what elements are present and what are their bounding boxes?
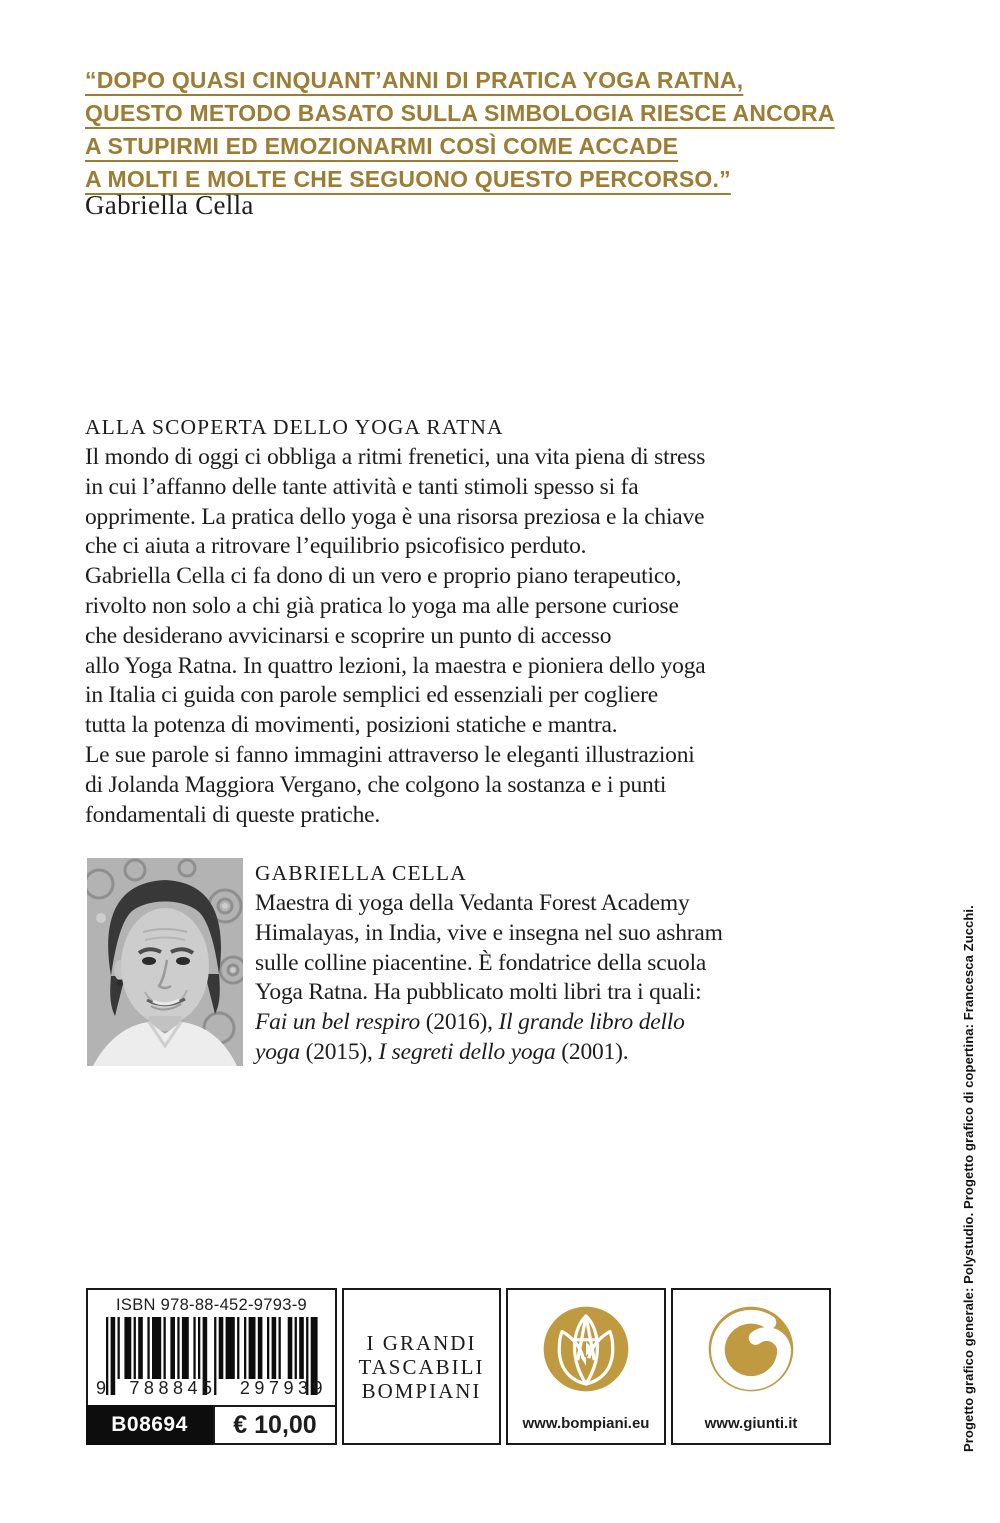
barcode-digit-group: 9 — [96, 1378, 107, 1398]
author-portrait-image — [87, 858, 243, 1066]
giunti-g-icon — [705, 1303, 797, 1395]
barcode-digit-group: 788845 — [129, 1378, 217, 1398]
design-credits-vertical: Progetto grafico generale: Polystudio. Progetto grafico di copertina: Francesca Zucchi. — [961, 905, 976, 1452]
edition-code: B08694 — [86, 1405, 213, 1445]
footer-strip — [86, 1288, 831, 1445]
isbn-label: ISBN 978-88-452-9793-9 — [116, 1296, 307, 1314]
text-line: Maestra di yoga della Vedanta Forest Academy — [255, 890, 690, 916]
quote-line: QUESTO METODO BASATO SULLA SIMBOLOGIA RIESCE ANCORA — [85, 100, 835, 126]
text-line: di Jolanda Maggiora Vergano, che colgono la sostanza e i punti — [85, 771, 667, 798]
text-line: in cui l’affanno delle tante attività e tanti stimoli spesso si fa — [85, 473, 639, 500]
description-block — [85, 412, 855, 830]
text-line: tutta la potenza di movimenti, posizioni statiche e mantra. — [85, 712, 618, 739]
text-line: yoga (2015), I segreti dello yoga (2001). — [255, 1038, 629, 1065]
author-bio — [255, 858, 845, 1068]
text-line: Il mondo di oggi ci obbliga a ritmi frenetici, una vita piena di stress — [85, 444, 706, 470]
text-line: Yoga Ratna. Ha pubblicato molti libri tra i quali: — [255, 979, 702, 1006]
author-bio-text — [255, 889, 845, 1068]
barcode-box — [86, 1288, 337, 1407]
price-row — [86, 1405, 337, 1445]
imprint-line: TASCABILI — [358, 1354, 485, 1379]
text-line: fondamentali di queste pratiche. — [85, 801, 381, 828]
author-photo — [87, 858, 243, 1066]
imprint-line: BOMPIANI — [361, 1378, 482, 1403]
description-paragraph — [85, 443, 855, 830]
giunti-url: www.giunti.it — [704, 1415, 798, 1432]
barcode-digit-group: 297939 — [239, 1378, 327, 1398]
giunti-logo-cell — [671, 1288, 831, 1445]
imprint-line: I GRANDI — [366, 1330, 477, 1355]
bompiani-lotus-icon — [540, 1303, 632, 1395]
text-line: Gabriella Cella ci fa dono di un vero e proprio piano terapeutico, — [85, 563, 682, 590]
text-line: che desiderano avvicinarsi e scoprire un punto di accesso — [85, 622, 612, 649]
imprint-label — [342, 1288, 501, 1445]
text-line: opprimente. La pratica dello yoga è una risorsa preziosa e la chiave — [85, 503, 705, 530]
text-line: Fai un bel respiro (2016), Il grande libro dello — [255, 1009, 685, 1036]
text-line: Le sue parole si fanno immagini attraverso le eleganti illustrazioni — [85, 741, 695, 768]
quote-attribution: Gabriella Cella — [85, 190, 254, 220]
text-line: in Italia ci guida con parole semplici ed essenziali per cogliere — [85, 682, 658, 709]
text-line: Himalayas, in India, vive e insegna nel suo ashram — [255, 919, 723, 946]
price: € 10,00 — [213, 1405, 337, 1445]
author-name: GABRIELLA CELLA — [255, 861, 467, 885]
text-line: rivolto non solo a chi già pratica lo yoga ma alle persone curiose — [85, 592, 679, 619]
quote-line: A MOLTI E MOLTE CHE SEGUONO QUESTO PERCORSO.” — [85, 166, 731, 192]
bompiani-url: www.bompiani.eu — [522, 1415, 650, 1432]
text-line: che ci aiuta a ritrovare l’equilibrio psicofisico perduto. — [85, 533, 587, 560]
text-line: sulle colline piacentine. È fondatrice della scuola — [255, 949, 707, 976]
barcode-digits — [88, 1378, 335, 1399]
quote-line: “DOPO QUASI CINQUANT’ANNI DI PRATICA YOGA RATNA, — [85, 67, 744, 93]
text-line: allo Yoga Ratna. In quattro lezioni, la maestra e pioniera dello yoga — [85, 652, 706, 679]
quote-line: A STUPIRMI ED EMOZIONARMI COSÌ COME ACCADE — [85, 133, 679, 159]
bompiani-logo-cell — [506, 1288, 666, 1445]
description-heading: ALLA SCOPERTA DELLO YOGA RATNA — [85, 415, 504, 439]
pull-quote — [85, 64, 865, 196]
barcode-block — [86, 1288, 337, 1445]
